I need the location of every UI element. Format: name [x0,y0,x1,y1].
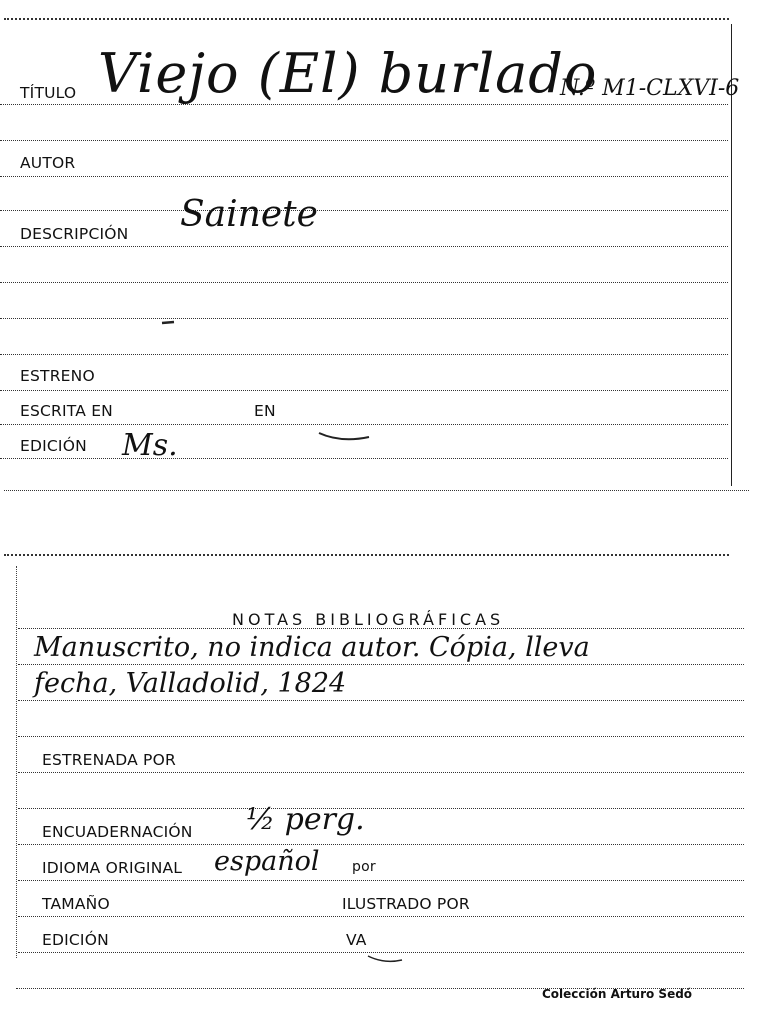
front-card [0,0,759,500]
titulo-label: TÍTULO [20,84,77,102]
collection-footer: Colección Arturo Sedó [542,987,693,1001]
ruled-line [0,354,728,355]
pen-dash-mark [160,318,180,328]
ruled-line [18,880,744,881]
erased-patch [372,922,442,952]
edicion-label: EDICIÓN [42,931,109,949]
ruled-line [18,916,744,917]
idioma-original-label: IDIOMA ORIGINAL [42,859,183,877]
ruled-line [18,664,744,665]
encuadernacion-label: ENCUADERNACIÓN [42,823,193,841]
ruled-line [0,318,728,319]
back-card [0,540,759,1002]
va-label: VA [346,931,367,949]
ilustrado-por-label: ILUSTRADO POR [342,895,470,913]
handwritten-notes-line-1: Manuscrito, no indica autor. Cópia, lleva [34,632,590,663]
por-label: por [352,859,376,875]
ruled-line [0,210,728,211]
pen-stroke-mark [366,952,406,966]
en-label: EN [254,402,276,420]
escrita-en-label: ESCRITA EN [20,402,113,420]
ruled-line [0,282,728,283]
ruled-line [0,140,728,141]
ruled-line [0,176,728,177]
ruled-line [18,700,744,701]
handwritten-numero: N.º M1-CLXVI-6 [560,76,740,101]
ruled-line [18,808,744,809]
descripcion-label: DESCRIPCIÓN [20,225,129,243]
estreno-label: ESTRENO [20,367,95,385]
card-left-border [16,566,17,958]
estrenada-por-label: ESTRENADA POR [42,751,176,769]
handwritten-edicion: Ms. [122,428,178,463]
handwritten-descripcion: Sainete [180,194,318,235]
autor-label: AUTOR [20,154,76,172]
notas-heading: NOTAS BIBLIOGRÁFICAS [232,610,505,629]
handwritten-notes-line-2: fecha, Valladolid, 1824 [34,668,347,699]
edicion-label: EDICIÓN [20,437,87,455]
ruled-line [0,458,728,459]
ruled-line [18,772,744,773]
ruled-line [0,390,728,391]
tamano-label: TAMAÑO [42,895,110,913]
pen-stroke-mark [315,425,375,445]
handwritten-encuadernacion: ½ perg. [246,802,365,837]
handwritten-idioma: español [214,846,320,877]
card-bottom-border [4,490,749,491]
ruled-line [18,844,744,845]
handwritten-titulo: Viejo (El) burlado [98,42,598,105]
ruled-line [18,736,744,737]
card-top-border [4,554,729,556]
ruled-line [0,246,728,247]
card-top-border [4,18,729,20]
